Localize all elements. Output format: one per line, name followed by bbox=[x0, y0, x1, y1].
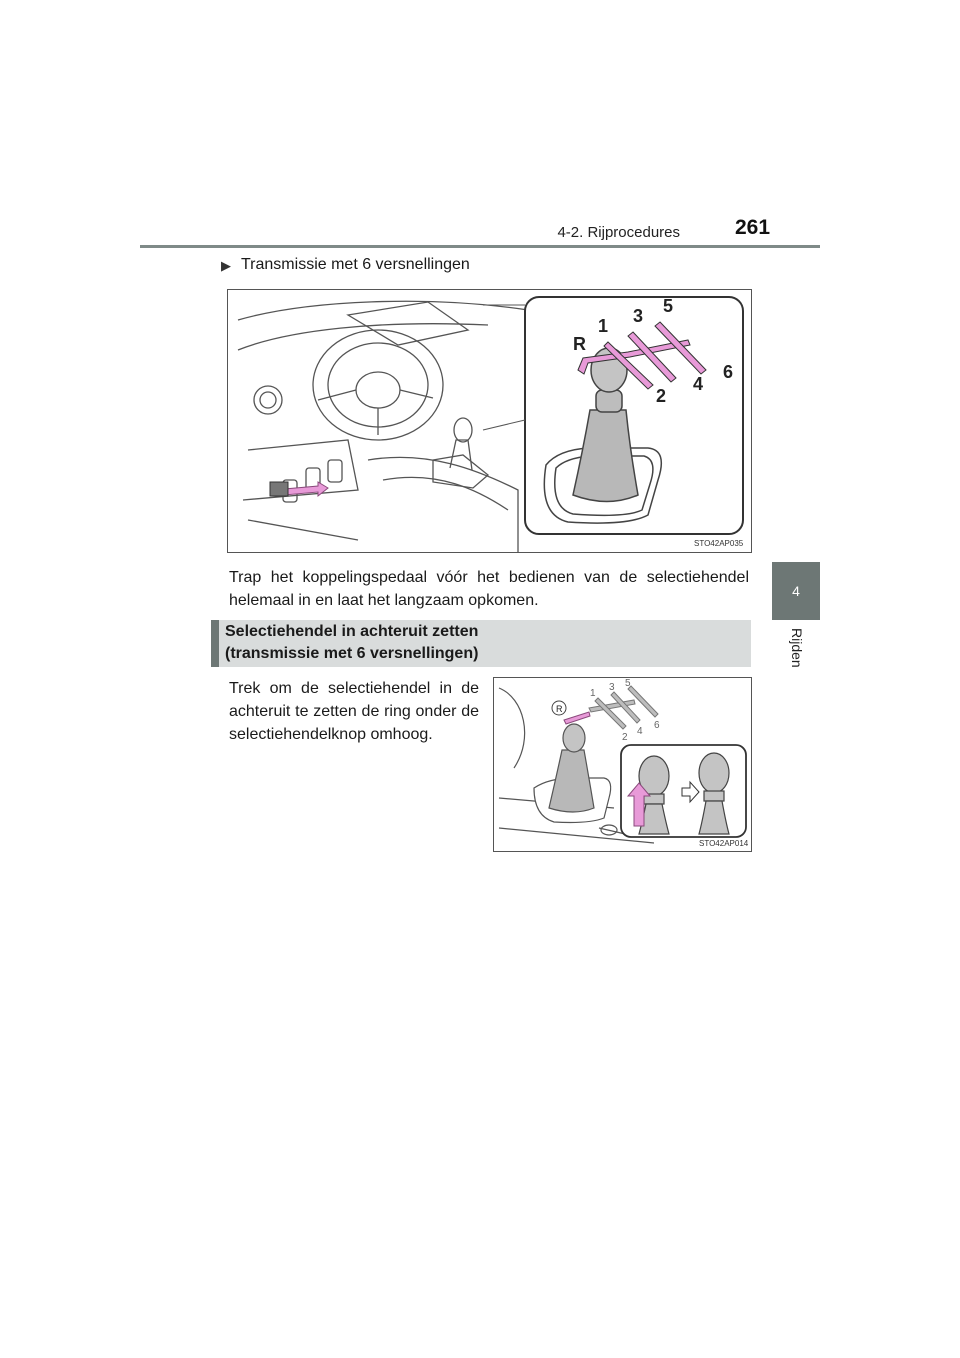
gear2-label-3: 3 bbox=[609, 682, 615, 693]
figure-code: STO42AP035 bbox=[694, 539, 744, 548]
figure-reverse-ring-drawing bbox=[494, 678, 751, 851]
figure-shifter-interior-drawing bbox=[228, 290, 751, 552]
gear2-label-1: 1 bbox=[590, 688, 596, 699]
figure2-code: STO42AP014 bbox=[699, 839, 749, 848]
clutch-arrow-icon bbox=[270, 482, 328, 496]
section-heading-bar bbox=[211, 620, 219, 667]
chapter-tab-number: 4 bbox=[772, 562, 820, 620]
figure-reverse-ring bbox=[493, 677, 752, 852]
instruction-paragraph: Trap het koppelingspedaal vóór het bedienen van de selectiehendel helemaal in en laat het langzaam opkomen. bbox=[229, 569, 749, 609]
header-rule bbox=[140, 245, 820, 248]
gear2-label-5: 5 bbox=[625, 678, 631, 689]
running-header-section: 4-2. Rijprocedures bbox=[557, 224, 680, 241]
gear2-label-4: 4 bbox=[637, 726, 643, 737]
gear-label-6: 6 bbox=[723, 362, 734, 382]
gear2-label-r: R bbox=[556, 704, 563, 714]
chapter-tab-label-wrap bbox=[783, 628, 809, 688]
gear-label-3: 3 bbox=[633, 306, 644, 326]
gear-label-r: R bbox=[573, 334, 586, 354]
gear-label-4: 4 bbox=[693, 374, 704, 394]
gear-label-2: 2 bbox=[656, 386, 667, 406]
page-number: 261 bbox=[735, 216, 771, 239]
figure-shifter-interior bbox=[227, 289, 752, 553]
gear-label-1: 1 bbox=[598, 316, 609, 336]
gear2-label-6: 6 bbox=[654, 720, 660, 731]
gear-label-5: 5 bbox=[663, 296, 674, 316]
bullet-triangle-icon: ▶ bbox=[221, 258, 231, 273]
section-heading bbox=[225, 621, 745, 665]
reverse-instruction-paragraph: Trek om de selectiehendel in de achteruit te zetten de ring onder de selectiehendelknop omhoog. bbox=[229, 680, 479, 743]
section-heading-line1: Selectiehendel in achteruit zetten bbox=[225, 623, 479, 640]
gear2-label-2: 2 bbox=[622, 732, 628, 743]
bullet-heading: Transmissie met 6 versnellingen bbox=[241, 256, 470, 273]
chapter-tab-label: Rijden bbox=[789, 628, 805, 668]
section-heading-line2: (transmissie met 6 versnellingen) bbox=[225, 645, 479, 662]
